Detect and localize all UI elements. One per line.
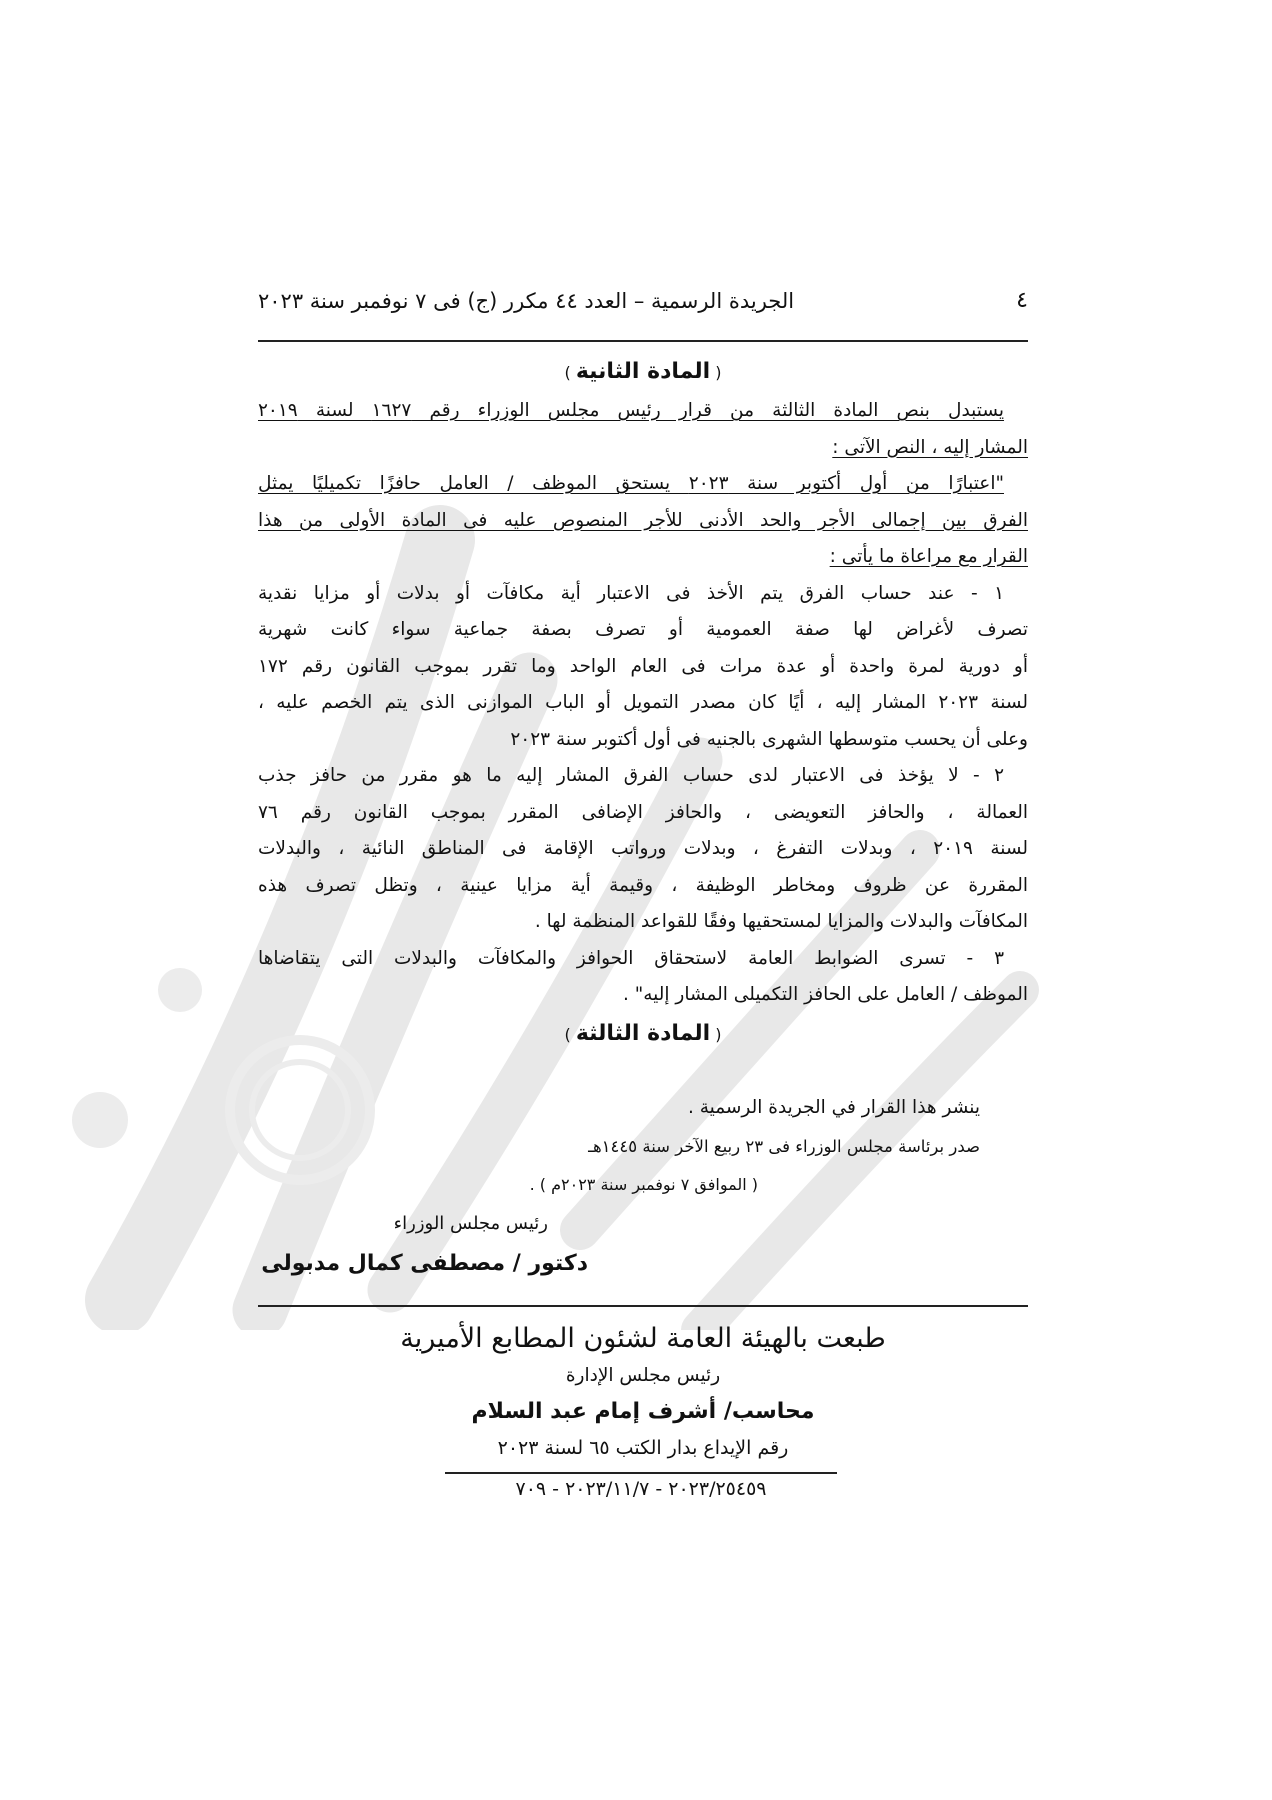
gregorian-date: ( الموافق ٧ نوفمبر سنة ٢٠٢٣م ) .	[529, 1175, 758, 1194]
gazette-title: الجريدة الرسمية – العدد ٤٤ مكرر (ج) فى ٧ نوفمبر سنة ٢٠٢٣	[258, 289, 795, 313]
article-2-heading: ( المادة الثانية )	[564, 359, 722, 384]
item-3-line: ٣ - تسرى الضوابط العامة لاستحقاق الحوافز والمكافآت والبدلات التى يتقاضاها	[258, 947, 1004, 969]
item-1-line: وعلى أن يحسب متوسطها الشهرى بالجنيه فى أول أكتوبر سنة ٢٠٢٣	[510, 728, 1028, 750]
serial-number: ٢٠٢٣/٢٥٤٥٩ - ٢٠٢٣/١١/٧ - ٧٠٩	[515, 1478, 767, 1500]
article-3-heading: ( المادة الثالثة )	[564, 1020, 722, 1046]
printed-by: طبعت بالهيئة العامة لشئون المطابع الأميرية	[400, 1323, 886, 1354]
signatory-role: رئيس مجلس الوزراء	[393, 1213, 548, 1234]
item-2-line: ٢ - لا يؤخذ فى الاعتبار لدى حساب الفرق المشار إليه ما هو مقرر من حافز جذب	[258, 765, 1004, 786]
page-header	[258, 288, 1028, 313]
item-2-line: لسنة ٢٠١٩ ، وبدلات التفرغ ، وبدلات ورواتب الإقامة فى المناطق النائية ، والبدلات	[258, 838, 1028, 859]
article-2-line: القرار مع مراعاة ما يأتى :	[829, 546, 1028, 567]
article-2-line: يستبدل بنص المادة الثالثة من قرار رئيس مجلس الوزراء رقم ١٦٢٧ لسنة ٢٠١٩	[258, 400, 1005, 421]
board-chair-title: رئيس مجلس الإدارة	[565, 1365, 721, 1386]
item-1-line: أو دورية لمرة واحدة أو عدة مرات فى العام الواحد وما تقرر بموجب القانون رقم ١٧٢	[258, 655, 1028, 677]
item-2-line: العمالة ، والحافز التعويضى ، والحافز الإضافى المقرر بموجب القانون رقم ٧٦	[258, 801, 1028, 823]
article-2-line: الفرق بين إجمالى الأجر والحد الأدنى للأجر المنصوص عليه فى المادة الأولى من هذا	[258, 509, 1028, 531]
footer-divider	[258, 1305, 1028, 1307]
deposit-number: رقم الإيداع بدار الكتب ٦٥ لسنة ٢٠٢٣	[497, 1437, 789, 1459]
printer-imprint	[258, 1318, 1028, 1464]
item-2-line: المكافآت والبدلات والمزايا لمستحقيها وفقًا للقواعد المنظمة لها .	[534, 911, 1028, 932]
signatory-name: دكتور / مصطفى كمال مدبولى	[261, 1251, 588, 1276]
page-number: ٤	[1016, 288, 1028, 313]
item-1-line: لسنة ٢٠٢٣ المشار إليه ، أيًا كان مصدر التمويل أو الباب الموازنى الذى يتم الخصم عليه ،	[258, 692, 1028, 713]
issued-statement: صدر برئاسة مجلس الوزراء فى ٢٣ ربيع الآخر سنة ١٤٤٥هـ	[588, 1137, 980, 1156]
item-1-line: ١ - عند حساب الفرق يتم الأخذ فى الاعتبار أية مكافآت أو بدلات أو مزايا نقدية	[258, 582, 1004, 604]
item-2-line: المقررة عن ظروف ومخاطر الوظيفة ، وقيمة أية مزايا عينية ، وتظل تصرف هذه	[258, 874, 1028, 896]
article-2-line: "اعتبارًا من أول أكتوبر سنة ٢٠٢٣ يستحق الموظف / العامل حافزًا تكميليًا يمثل	[258, 473, 1004, 494]
item-3-line: الموظف / العامل على الحافز التكميلى المشار إليه" .	[622, 984, 1028, 1005]
signature-block	[258, 1088, 1028, 1284]
article-2-line: المشار إليه ، النص الآتى :	[832, 436, 1028, 458]
decree-body	[258, 352, 1028, 1055]
imprint-divider	[445, 1472, 837, 1474]
board-chair-name: محاسب/ أشرف إمام عبد السلام	[471, 1399, 815, 1424]
publish-statement: ينشر هذا القرار في الجريدة الرسمية .	[687, 1097, 980, 1118]
item-1-line: تصرف لأغراض لها صفة العمومية أو تصرف بصفة جماعية سواء كانت شهرية	[258, 619, 1028, 640]
header-divider	[258, 340, 1028, 342]
